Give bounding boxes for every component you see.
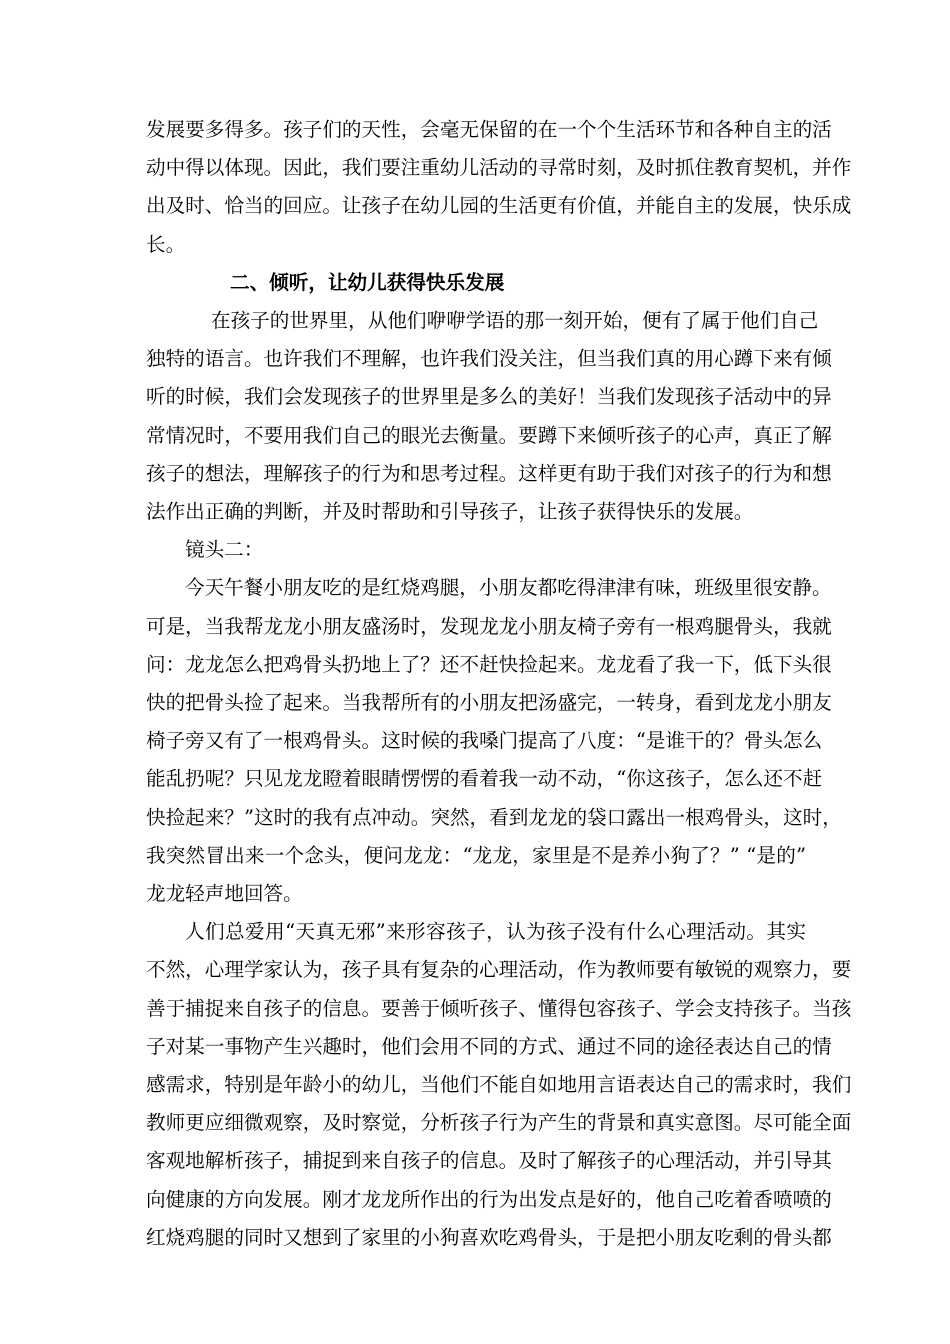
section-heading: 二、倾听，让幼儿获得快乐发展 bbox=[230, 271, 505, 294]
paragraph-3-line: 椅子旁又有了一根鸡骨头。这时候的我嗓门提高了八度：“是谁干的？骨头怎么 bbox=[146, 729, 823, 752]
paragraph-2-line: 孩子的想法，理解孩子的行为和思考过程。这样更有助于我们对孩子的行为和想 bbox=[146, 462, 832, 485]
paragraph-4-line: 感需求，特别是年龄小的幼儿，当他们不能自如地用言语表达自己的需求时，我们 bbox=[146, 1073, 852, 1096]
paragraph-2-line: 独特的语言。也许我们不理解，也许我们没关注，但当我们真的用心蹲下来有倾 bbox=[146, 347, 832, 370]
paragraph-3-line: 可是，当我帮龙龙小朋友盛汤时，发现龙龙小朋友椅子旁有一根鸡腿骨头，我就 bbox=[146, 615, 832, 638]
paragraph-1-line: 出及时、恰当的回应。让孩子在幼儿园的生活更有价值，并能自主的发展，快乐成 bbox=[146, 194, 852, 217]
paragraph-3-line: 今天午餐小朋友吃的是红烧鸡腿，小朋友都吃得津津有味，班级里很安静。 bbox=[185, 576, 832, 599]
paragraph-1-line: 动中得以体现。因此，我们要注重幼儿活动的寻常时刻，及时抓住教育契机，并作 bbox=[146, 156, 852, 179]
paragraph-4-line: 红烧鸡腿的同时又想到了家里的小狗喜欢吃鸡骨头，于是把小朋友吃剩的骨头都 bbox=[146, 1226, 832, 1249]
paragraph-3-line: 问：龙龙怎么把鸡骨头扔地上了？还不赶快捡起来。龙龙看了我一下，低下头很 bbox=[146, 653, 832, 676]
paragraph-4-line: 向健康的方向发展。刚才龙龙所作出的行为出发点是好的，他自己吃着香喷喷的 bbox=[146, 1188, 832, 1211]
shot-label: 镜头二： bbox=[185, 538, 264, 561]
paragraph-4-line: 子对某一事物产生兴趣时，他们会用不同的方式、通过不同的途径表达自己的情 bbox=[146, 1035, 832, 1058]
paragraph-4-line: 人们总爱用“天真无邪”来形容孩子，认为孩子没有什么心理活动。其实 bbox=[185, 920, 806, 943]
paragraph-3-line: 快捡起来？”这时的我有点冲动。突然，看到龙龙的袋口露出一根鸡骨头，这时， bbox=[146, 806, 842, 829]
paragraph-2-line: 在孩子的世界里，从他们咿咿学语的那一刻开始，便有了属于他们自己 bbox=[211, 309, 819, 332]
paragraph-4-line: 教师更应细微观察，及时察觉，分析孩子行为产生的背景和真实意图。尽可能全面 bbox=[146, 1111, 852, 1134]
paragraph-3-line: 能乱扔呢？只见龙龙瞪着眼睛愣愣的看着我一动不动，“你这孩子，怎么还不赶 bbox=[146, 767, 823, 790]
paragraph-4-line: 善于捕捉来自孩子的信息。要善于倾听孩子、懂得包容孩子、学会支持孩子。当孩 bbox=[146, 997, 852, 1020]
paragraph-4-line: 不然，心理学家认为，孩子具有复杂的心理活动，作为教师要有敏锐的观察力，要 bbox=[146, 958, 852, 981]
paragraph-3-line: 我突然冒出来一个念头，便问龙龙：“龙龙，家里是不是养小狗了？” “是的” bbox=[146, 844, 806, 867]
paragraph-2-line: 常情况时，不要用我们自己的眼光去衡量。要蹲下来倾听孩子的心声，真正了解 bbox=[146, 424, 832, 447]
paragraph-1-line: 发展要多得多。孩子们的天性，会毫无保留的在一个个生活环节和各种自主的活 bbox=[146, 118, 832, 141]
paragraph-2-line: 听的时候，我们会发现孩子的世界里是多么的美好！当我们发现孩子活动中的异 bbox=[146, 385, 832, 408]
paragraph-3-line: 龙龙轻声地回答。 bbox=[146, 882, 303, 905]
paragraph-2-line: 法作出正确的判断，并及时帮助和引导孩子，让孩子获得快乐的发展。 bbox=[146, 500, 754, 523]
paragraph-4-line: 客观地解析孩子，捕捉到来自孩子的信息。及时了解孩子的心理活动，并引导其 bbox=[146, 1149, 832, 1172]
paragraph-1-line: 长。 bbox=[146, 233, 186, 256]
paragraph-3-line: 快的把骨头捡了起来。当我帮所有的小朋友把汤盛完，一转身，看到龙龙小朋友 bbox=[146, 691, 832, 714]
